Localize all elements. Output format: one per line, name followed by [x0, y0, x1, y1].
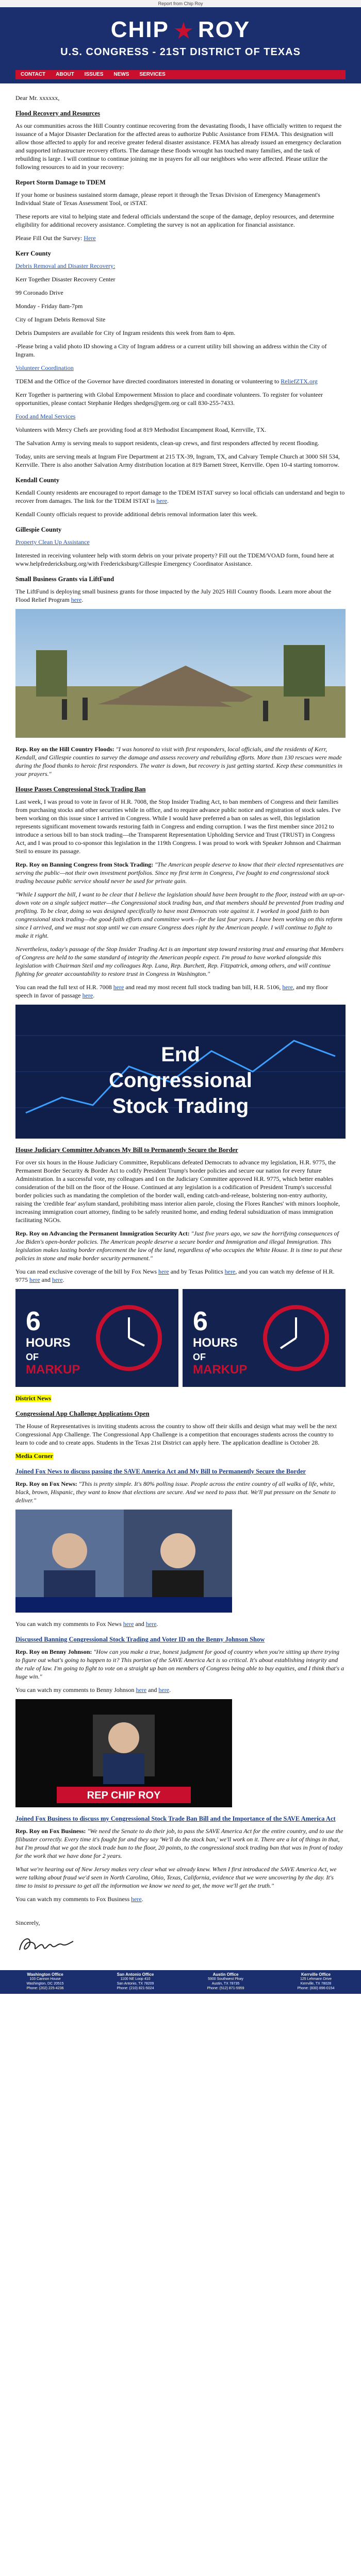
- fox-news-links: You can watch my comments to Fox News here and here.: [15, 1620, 158, 1628]
- gillespie-heading: Property Clean Up Assistance: [15, 538, 90, 546]
- fox-business-links: You can watch my comments to Fox Business here.: [15, 1895, 143, 1903]
- benny-photo: [15, 1699, 346, 1807]
- preheader: Report from Chip Roy: [0, 0, 361, 7]
- fox-news-photo: [15, 1510, 346, 1613]
- markup-of: OF: [26, 1352, 39, 1362]
- kerr-debris-heading: Debris Removal and Disaster Recovery:: [15, 262, 116, 269]
- flood-quote: Rep. Roy on the Hill Country Floods: "I was honored to visit with first responders, local officials, and the residents of Kerr, Kendall, and Gillespie counties to survey the damage and assess recovery and rebuilding efforts. More than 130 rescues were made during the flood thanks to heroic first responders. The water is down, but recovery is just getting started. Keep these communities in your prayers.": [15, 745, 342, 777]
- signature: [15, 1932, 346, 1960]
- flood-visit-photo: [15, 609, 346, 738]
- kendall-paragraph-2: Kendall County officials request to provide additional debris removal information later this week.: [15, 511, 258, 518]
- kendall-title: Kendall County: [15, 477, 60, 484]
- markup-hours: HOURS: [26, 1336, 71, 1350]
- district-news-label: District News: [15, 1395, 51, 1402]
- markup-markup-b: MARKUP: [193, 1363, 248, 1377]
- nav-bar: [15, 70, 346, 79]
- signoff: Sincerely,: [15, 1919, 40, 1926]
- header-banner: [0, 7, 361, 83]
- benny-caption: REP CHIP ROY: [87, 1790, 161, 1801]
- liftfund-paragraph: The LiftFund is deploying small business grants for those impacted by the July 2025 Hill Country floods. Learn more about the Flood Relief Program here.: [15, 588, 332, 603]
- flood-paragraph: As our communities across the Hill Country continue recovering from the devastating floods, I have officially written to request the issuance of a Major Disaster Declaration for the affected areas to authorize Public Assistance from FEMA. This designation will allow those affected to apply for and receive greater federal disaster assistance. FEMA has already issued an emergency declaration and supported infrastructure recovery efforts. The damage these floods wrought has touched many families, and the task of rebuilding is large. I will continue to continue joining me in prayers for all our neighbors who were affected. Please utilize the following resources to aid in your recovery:: [15, 122, 342, 171]
- nav-news[interactable]: NEWS: [113, 72, 129, 77]
- benny-links: You can watch my comments to Benny Johnson here and here.: [15, 1686, 171, 1693]
- survey-line: Please Fill Out the Survey: Here: [15, 234, 96, 242]
- media-corner-label: Media Corner: [15, 1452, 53, 1460]
- office-kerrville: Kerrville Office 125 Lehmann Drive Kerrville, TX 78028 Phone: (830) 896-0154: [297, 1972, 335, 1990]
- kerr-address: 99 Coronado Drive: [15, 289, 63, 296]
- markup-graphics: [15, 1289, 346, 1387]
- relief-link[interactable]: ReliefZTX.org: [281, 378, 318, 385]
- logo-first-name: CHIP: [110, 17, 169, 42]
- greeting: Dear Mr. xxxxxx,: [15, 94, 60, 101]
- volunteer-line: TDEM and the Office of the Governor have directed coordinators interested in donating or volunteering to ReliefZTX.org: [15, 378, 318, 385]
- salvation-army-locations: Today, units are serving meals at Ingram Fire Department at 215 TX-39, Ingram, TX, and Calvary Temple Church at 3000 SH 534, Kerrville. There is also another Salvation Army distribution location at 819 Barnett Street, Kerrville. Open 10-4 starting tomorrow.: [15, 453, 340, 468]
- office-austin: Austin Office 5900 Southwest Pkwy Austin, TX 78735 Phone: (512) 871-5959: [207, 1972, 244, 1990]
- report-damage-title: Report Storm Damage to TDEM: [15, 179, 106, 186]
- survey-link[interactable]: Here: [84, 234, 96, 242]
- footer-offices: [0, 1970, 361, 1994]
- stock-trading-graphic: [15, 1005, 346, 1139]
- liftfund-link[interactable]: here: [71, 596, 82, 603]
- gillespie-paragraph: Interested in receiving volunteer help with storm debris on your private property? Fill out the TDEM/VOAD form, found here at www.helpfredericksburg.org/with Fredericksburg/Gillespie Emergency Coordinator Assistance.: [15, 552, 334, 567]
- nav-about[interactable]: ABOUT: [56, 72, 74, 77]
- kerr-center: Kerr Together Disaster Recovery Center: [15, 276, 116, 283]
- kerr-together: Kerr Together is partnering with Global Empowerment Mission to place and coordinate volunteers. To register for volunteer opportunities, please contact Stephanie Hedges shedges@gem.org or call 830-255-7433.: [15, 391, 323, 406]
- graphic-text-1: End: [161, 1043, 200, 1066]
- newsletter-body: [0, 83, 361, 1960]
- markup-markup: MARKUP: [26, 1363, 80, 1377]
- markup-of-b: OF: [193, 1352, 206, 1362]
- nav-services[interactable]: SERVICES: [139, 72, 166, 77]
- benny-title: Discussed Banning Congressional Stock Trading and Voter ID on the Benny Johnson Show: [15, 1636, 265, 1643]
- judiciary-quote: Rep. Roy on Advancing the Permanent Immigration Security Act: "Just five years ago, we saw the horrifying consequences of Joe Biden's open-border policies. The American people deserve a secure border and Immigration and illegal Immigration. This legislation makes lasting border enforcement the law of the land, regardless of who occupies the White House. It is time to put these policies in stone and make border security permanent.": [15, 1230, 342, 1262]
- stock-ban-quote-3: Nevertheless, today's passage of the Stop Insider Trading Act is an important step toward restoring trust and ensuring that Members of Congress are held to the same standard of integrity the American people expect. I'm proud to have worked alongside this legislation with Chairman Steil and my colleagues Rep. Luna, Rep. Burchett, Rep. Fitzpatrick, among others, and will continue fighting for greater accountability to restore trust in Congress in Washington.": [15, 945, 344, 977]
- stock-ban-quote: Rep. Roy on Banning Congress from Stock Trading: "The American people deserve to know that their elected representatives are serving the public—not their own investment portfolios. Since my first term in Congress, I've fought to end congressional stock trading because public service should never be used for private gain.: [15, 861, 344, 885]
- kendall-link[interactable]: here: [156, 497, 167, 504]
- mercy-chefs: Volunteers with Mercy Chefs are providing food at 819 Methodist Encampment Road, Kerrville, TX.: [15, 426, 267, 433]
- fox-news-quote: Rep. Roy on Fox News: "This is pretty simple. It's 80% polling issue. People across the entire country of all walks of life, white, black, brown, Hispanic, they want to know that elections are secure. And we need to pass that. We'll put pressure on the Senate to deliver.": [15, 1480, 336, 1504]
- fox-business-title: Joined Fox Business to discuss my Congressional Stock Trade Ban Bill and the Importance of the SAVE America Act: [15, 1815, 336, 1822]
- ingram-dumpsters: Debris Dumpsters are available for City of Ingram residents this week from 8am to 4pm.: [15, 329, 236, 336]
- nav-issues[interactable]: ISSUES: [84, 72, 104, 77]
- ingram-site: City of Ingram Debris Removal Site: [15, 316, 106, 323]
- benny-quote: Rep. Roy on Benny Johnson: "How can you make a true, honest judgment for good of country when you're sitting up there trying to figure out what's going to happen to it? This portion of the SAVE America Act is so critical. It's about establishing integrity and the rule of law. I'm going to fight to vote on a straight up ban on members of Congress being able to buy equities, and I think that's a huge win.": [15, 1648, 344, 1680]
- nav-contact[interactable]: CONTACT: [21, 72, 46, 77]
- liftfund-title: Small Business Grants via LiftFund: [15, 575, 114, 583]
- stock-ban-quote-2: "While I support the bill, I want to be clear that I believe the legislation should have been brought to the floor, instead with an up-or-down vote on a single subject matter—the Congressional stock trading ban, and that members should be prevented from trading and profiting. To be clear, doing so was designed specifically to have most Democrats vote against it. I worked in good faith to ban congressional stock trading—the good-faith efforts and committee work—for the last four years. I have been working on this reform since I arrived, and we must not stop until we can ensure Congress does right by the American people. I will continue to fight to make it right.: [15, 891, 345, 939]
- kerr-hours: Monday - Friday 8am-7pm: [15, 302, 83, 310]
- graphic-text-3: Stock Trading: [112, 1095, 249, 1117]
- istat-paragraph: If your home or business sustained storm damage, please report it through the Texas Division of Emergency Management's Individual State of Texas Assessment Tool, or iSTAT.: [15, 191, 320, 207]
- markup-6-b: 6: [193, 1307, 208, 1336]
- kendall-paragraph: Kendall County residents are encouraged to report damage to the TDEM ISTAT survey so local officials can understand and begin to recover from damages. The link for the TDEM ISTAT is here.: [15, 489, 345, 504]
- fox-business-quote-2: What we're hearing out of New Jersey makes very clear what we already knew. When I first introduced the SAVE America Act, we were talking about fraud we'd seen in North Carolina, Ohio, Texas, California, evidence that we were uncovering by the day. It's time to insist to pressure to get all the information we know we need to get, the move we'll get the truth.": [15, 1866, 337, 1889]
- stock-ban-title: House Passes Congressional Stock Trading Ban: [15, 786, 146, 793]
- markup-hours-b: HOURS: [193, 1336, 238, 1350]
- salvation-army: The Salvation Army is serving meals to support residents, clean-up crews, and first responders affected by recent flooding.: [15, 439, 319, 447]
- istat-paragraph-2: These reports are vital to helping state and federal officials understand the scope of the damage, deploy resources, and determine eligibility for additional recovery assistance. Completing the survey is not an application for financial assistance.: [15, 213, 334, 228]
- app-challenge-paragraph: The House of Representatives is inviting students across the country to show off their skills and design what may well be the next Congressional App Challenge. The Congressional App Challenge is a competition that encourages students across the country to learn to code and to create apps. Students in the Texas 21st District can apply here. The application deadline is October 28.: [15, 1422, 337, 1446]
- star-icon: [174, 22, 193, 40]
- judiciary-paragraph: For over six hours in the House Judiciary Committee, Republicans defeated Democrats to advance my legislation, H.R. 9775, the Permanent Border Security & Border Act to codify President Trump's border policies and secure our nation for every future Administration. In a successful vote, my colleagues and I on the Judiciary Committee approved H.R. 9775, which better enables consideration of the bill on the floor of the House. Continued at any legislation is a codification of President Trump's successful border policies such as mandating the completion of the border wall, ending catch-and-release, bolstering non-entry authority, raising the 'credible fear' asylum standard, prohibiting mass interior alien parole, closing the Flores Ranches' with minors loophole, increasing immigration court attorney, finding to be safely reunited home, and ending federal subsidization of mass immigration facilitating NGOs.: [15, 1159, 340, 1224]
- logo-subtitle: U.S. CONGRESS - 21ST DISTRICT OF TEXAS: [60, 46, 301, 58]
- fox-business-quote: Rep. Roy on Fox Business: "We need the Senate to do their job, to pass the SAVE America Act for the entire country, and to use the filibuster correctly. Every time it's fought for and they say 'We'll do the stock ban,' we'll work on it. There are a lot of things in that, but I'm proud that we got the stock trade ban to the floor, 20 points, to the congressional stock trading ban that was in front of today for the work that we have done for 2 years.: [15, 1827, 343, 1859]
- app-challenge-title: Congressional App Challenge Applications Open: [15, 1410, 150, 1417]
- graphic-text-2: Congressional: [109, 1069, 252, 1092]
- office-san-antonio: San Antonio Office 1100 NE Loop 410 San Antonio, TX 78209 Phone: (210) 821-5024: [117, 1972, 154, 1990]
- judiciary-links: You can read exclusive coverage of the bill by Fox News here and by Texas Politics here, and you can watch my defense of H.R. 9775 here and here.: [15, 1268, 335, 1283]
- fox-news-title: Joined Fox News to discuss passing the SAVE America Act and My Bill to Permanently Secure the Border: [15, 1468, 306, 1475]
- flood-section-title: Flood Recovery and Resources: [15, 110, 100, 117]
- food-heading: Food and Meal Services: [15, 413, 76, 420]
- logo: [57, 15, 304, 69]
- stock-ban-paragraph: Last week, I was proud to vote in favor of H.R. 7008, the Stop Insider Trading Act, to ban members of Congress and their families from purchasing stocks and other securities while in office, and to require advance public notice and registration of stock sales. I've been working on this issue since I arrived in Congress. While I would have preferred a ban on sales as well, this legislation represents significant movement towards restoring faith in Congress and ending corruption. I was the first member since 2012 to introduce a serious bill to ban stock trading—the Transparent Representation Upholding Service and Trust (TRUST) in Congress Act, and I was proud to co-sponsor this legislation in the 119th Congress. I was proud to work with Speaker Johnson and Chairman Steil to ensure its passage.: [15, 798, 341, 855]
- kerr-title: Kerr County: [15, 250, 51, 257]
- gillespie-title: Gillespie County: [15, 526, 62, 533]
- office-washington: Washington Office 103 Cannon House Washington, DC 20515 Phone: (202) 225-4236: [26, 1972, 64, 1990]
- stock-ban-links: You can read the full text of H.R. 7008 here and read my most recent full stock trading ban bill, H.R. 5106, here, and my floor speech in favor of passage here.: [15, 984, 328, 999]
- markup-6: 6: [26, 1307, 41, 1336]
- logo-last-name: ROY: [198, 17, 251, 42]
- ingram-id: -Please bring a valid photo ID showing a City of Ingram address or a current utility bill showing an address within the City of Ingram.: [15, 343, 327, 358]
- volunteer-heading: Volunteer Coordination: [15, 364, 74, 371]
- judiciary-title: House Judiciary Committee Advances My Bill to Permanently Secure the Border: [15, 1146, 238, 1154]
